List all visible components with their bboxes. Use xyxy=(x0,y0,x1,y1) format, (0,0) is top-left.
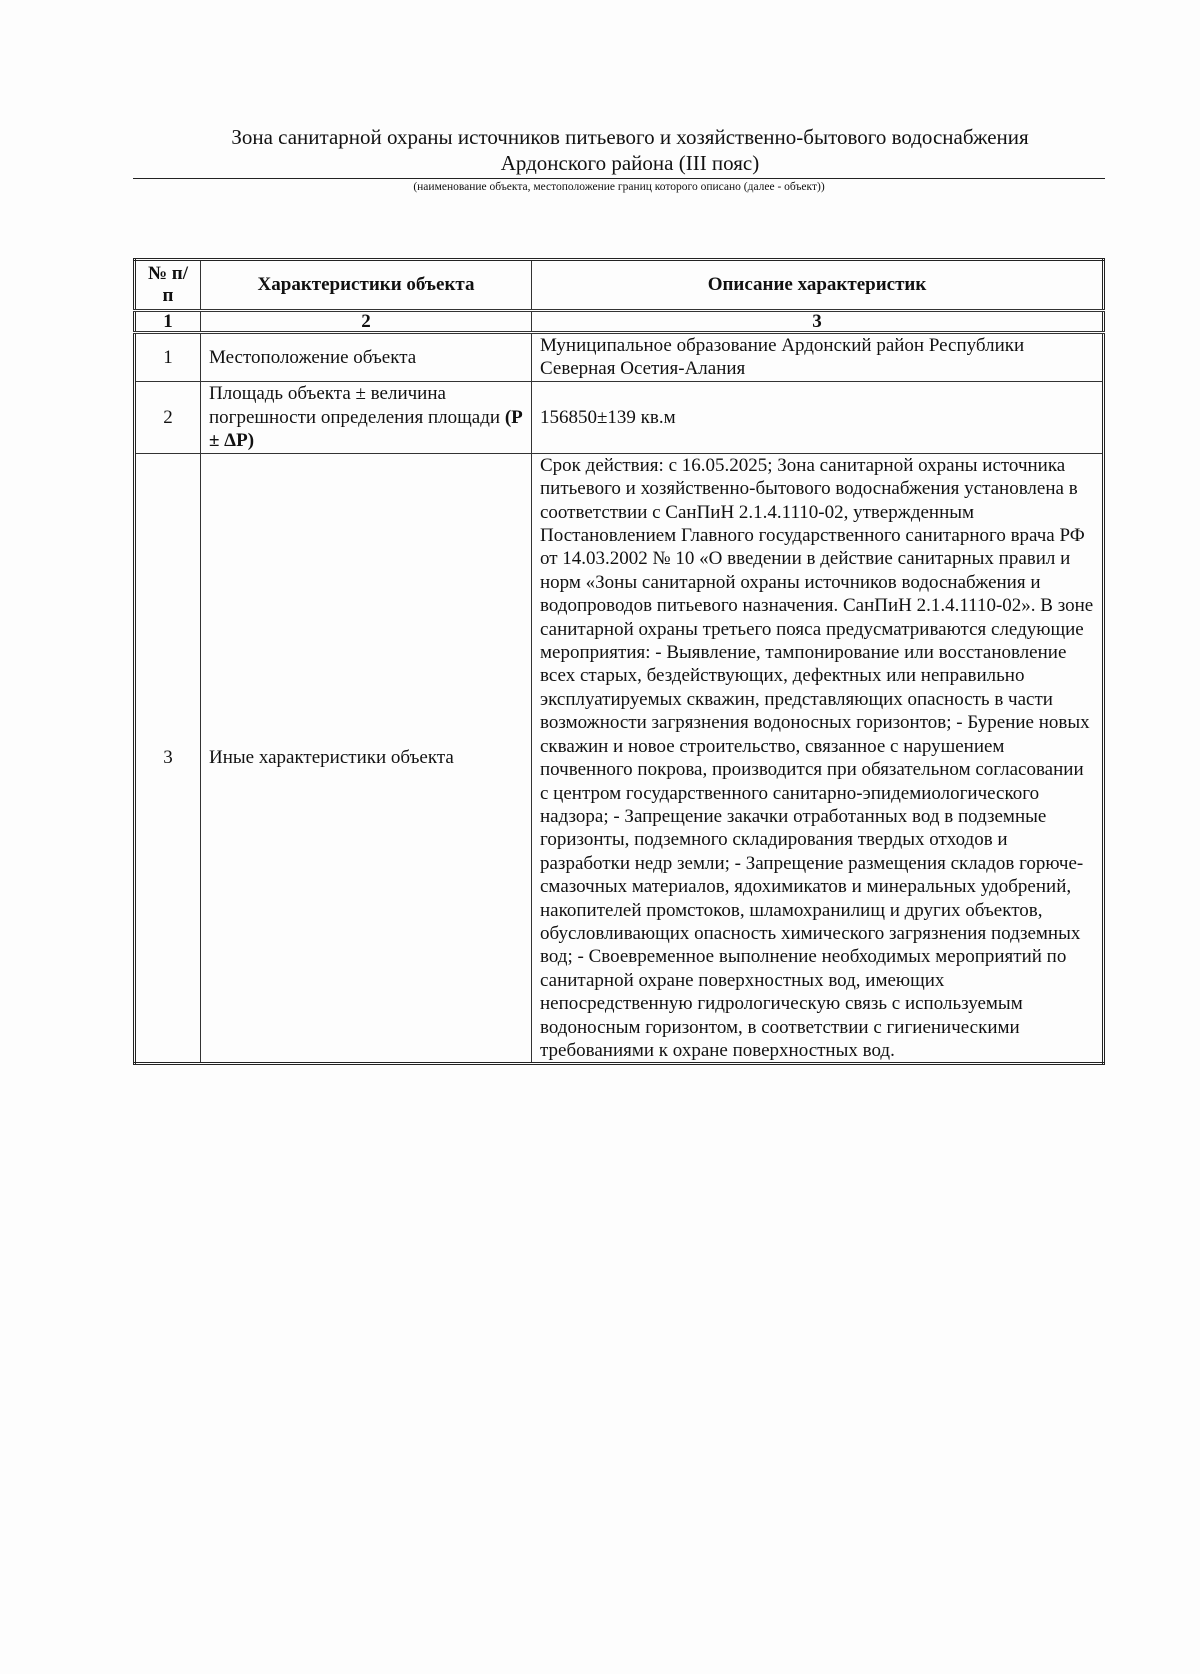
characteristics-table xyxy=(133,258,1105,1065)
index-cell: 1 xyxy=(135,311,201,333)
table-row xyxy=(135,453,1104,1064)
table-header-row xyxy=(135,260,1104,311)
table-row xyxy=(135,381,1104,453)
index-cell: 2 xyxy=(201,311,532,333)
row-characteristic xyxy=(201,381,532,453)
row-description: 156850±139 кв.м xyxy=(532,381,1104,453)
document-title xyxy=(140,124,1120,176)
row-description: Срок действия: с 16.05.2025; Зона санитарной охраны источника питьевого и хозяйственно-бытового водоснабжения установлена в соответствии с СанПиН 2.1.4.1110-02, утвержденным Постановлением Главного государственного санитарного врача РФ от 14.03.2002 № 10 «О введении в действие санитарных правил и норм «Зоны санитарной охраны источников водоснабжения и водопроводов питьевого назначения. СанПиН 2.1.4.1110-02». В зоне санитарной охраны третьего пояса предусматриваются следующие мероприятия: - Выявление, тампонирование или восстановление всех старых, бездействующих, дефектных или неправильно эксплуатируемых скважин, представляющих опасность в части возможности загрязнения водоносных горизонтов; - Бурение новых скважин и новое строительство, связанное с нарушением почвенного покрова, производится при обязательном согласовании с центром государственного санитарно-эпидемиологического надзора; - Запрещение закачки отработанных вод в подземные горизонты, подземного складирования твердых отходов и разработки недр земли; - Запрещение размещения складов горюче-смазочных материалов, ядохимикатов и минеральных удобрений, накопителей промстоков, шламохранилищ и других объектов, обусловливающих опасность химического загрязнения подземных вод; - Своевременное выполнение необходимых мероприятий по санитарной охране поверхностных вод, имеющих непосредственную гидрологическую связь с используемым водоносным горизонтом, в соответствии с гигиеническими требованиями к охране поверхностных вод. xyxy=(532,453,1104,1064)
header-num: № п/п xyxy=(135,260,201,311)
row-description: Муниципальное образование Ардонский район Республики Северная Осетия-Алания xyxy=(532,333,1104,382)
row-characteristic-formula: (P ± ΔP) xyxy=(209,406,522,452)
row-number: 2 xyxy=(135,381,201,453)
row-characteristic: Местоположение объекта xyxy=(201,333,532,382)
title-underline xyxy=(133,178,1105,179)
index-cell: 3 xyxy=(532,311,1104,333)
row-characteristic: Иные характеристики объекта xyxy=(201,453,532,1064)
table-row xyxy=(135,333,1104,382)
row-number: 1 xyxy=(135,333,201,382)
title-caption: (наименование объекта, местоположение границ которого описано (далее - объект)) xyxy=(413,181,825,193)
header-description: Описание характеристик xyxy=(532,260,1104,311)
table-index-row xyxy=(135,311,1104,333)
row-characteristic-text: Площадь объекта ± величина погрешности определения площади xyxy=(209,383,505,428)
document-title-line-1: Зона санитарной охраны источников питьевого и хозяйственно-бытового водоснабжения xyxy=(231,125,1029,149)
document-title-line-2: Ардонского района (III пояс) xyxy=(500,151,760,175)
header-characteristics: Характеристики объекта xyxy=(201,260,532,311)
row-number: 3 xyxy=(135,453,201,1064)
